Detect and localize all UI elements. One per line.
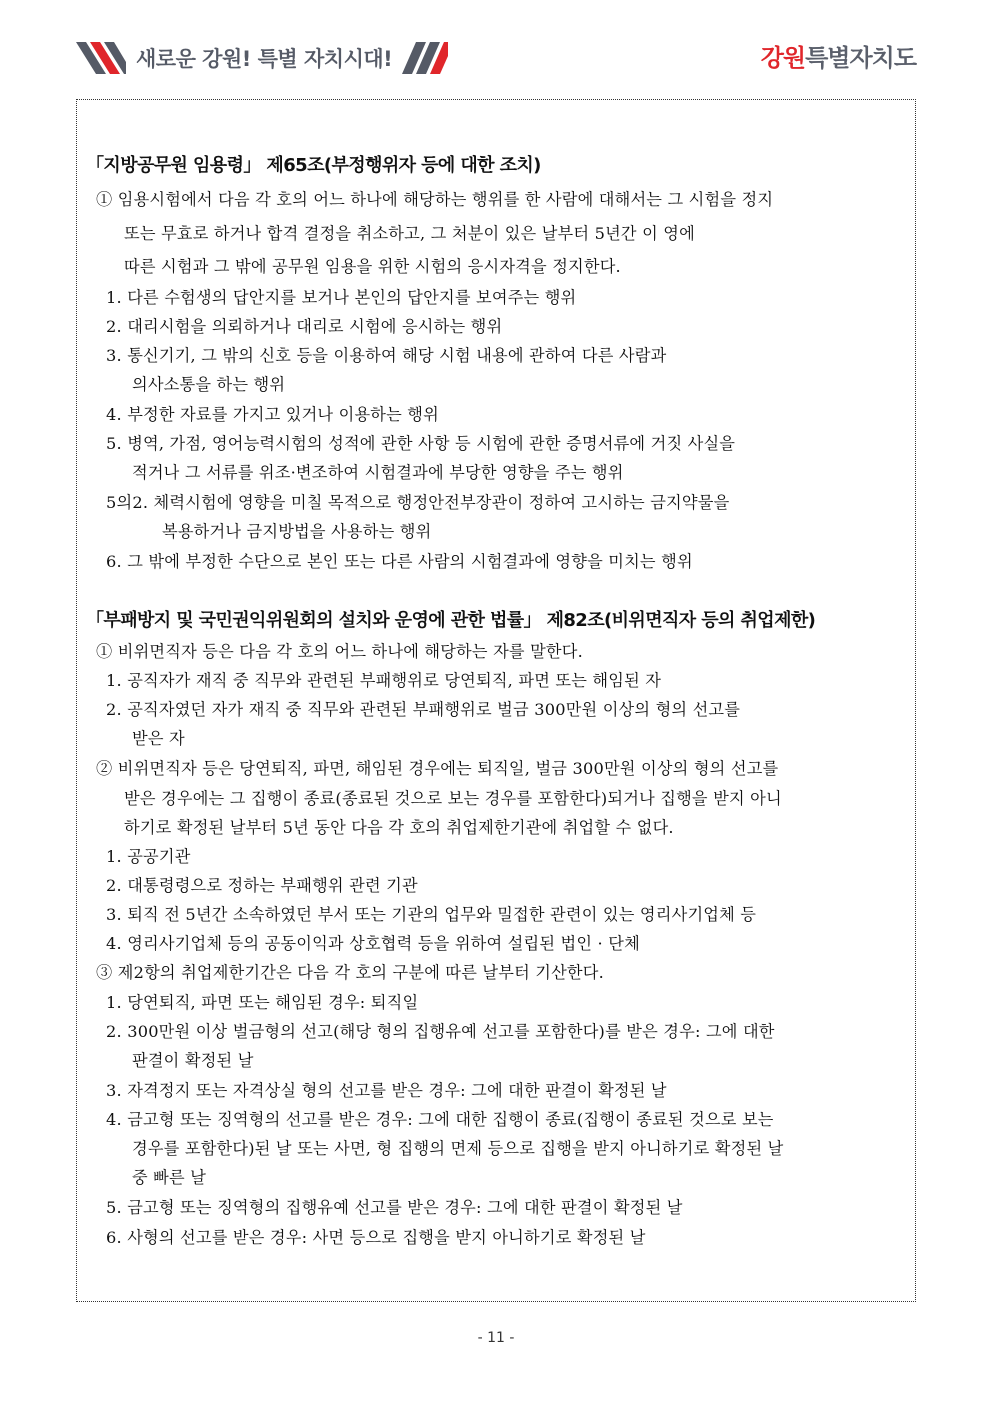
text-line: 6. 사형의 선고를 받은 경우: 사면 등으로 집행을 받지 아니하기로 확정된 날 [106, 1228, 646, 1247]
brand-name-part1: 강원 [760, 44, 806, 72]
text-line: 하기로 확정된 날부터 5년 동안 다음 각 호의 취업제한기관에 취업할 수 없다. [124, 818, 674, 837]
text-line: 1. 다른 수험생의 답안지를 보거나 본인의 답안지를 보여주는 행위 [106, 288, 577, 307]
text-line: 5. 금고형 또는 징역형의 집행유예 선고를 받은 경우: 그에 대한 판결이 확정된 날 [106, 1198, 683, 1217]
text-line: 1. 당연퇴직, 파면 또는 해임된 경우: 퇴직일 [106, 993, 419, 1012]
text-line: 받은 자 [132, 729, 185, 748]
text-line: 적거나 그 서류를 위조·변조하여 시험결과에 부당한 영향을 주는 행위 [132, 463, 624, 482]
text-line: 1. 공공기관 [106, 847, 191, 866]
text-line: 또는 무효로 하거나 합격 결정을 취소하고, 그 처분이 있은 날부터 5년간 이 영에 [124, 224, 695, 243]
text-line: 받은 경우에는 그 집행이 종료(종료된 것으로 보는 경우를 포함한다)되거나 집행을 받지 아니 [124, 789, 782, 808]
left-stripe-logo-icon [76, 42, 126, 74]
slogan-banner [76, 40, 448, 76]
text-line: 복용하거나 금지방법을 사용하는 행위 [162, 522, 432, 541]
text-line: 6. 그 밖에 부정한 수단으로 본인 또는 다른 사람의 시험결과에 영향을 미치는 행위 [106, 552, 693, 571]
text-line: 1. 공직자가 재직 중 직무와 관련된 부패행위로 당연퇴직, 파면 또는 해임된 자 [106, 671, 662, 690]
text-line: 3. 퇴직 전 5년간 소속하였던 부서 또는 기관의 업무와 밀접한 관련이 있는 영리사기업체 등 [106, 905, 757, 924]
text-line: 2. 공직자였던 자가 재직 중 직무와 관련된 부패행위로 벌금 300만원 이상의 형의 선고를 [106, 700, 741, 719]
brand-logo [761, 40, 916, 76]
text-line: ① 임용시험에서 다음 각 호의 어느 하나에 해당하는 행위를 한 사람에 대해서는 그 시험을 정지 [96, 190, 774, 209]
text-line: 2. 대리시험을 의뢰하거나 대리로 시험에 응시하는 행위 [106, 317, 503, 336]
right-stripe-logo-icon [402, 42, 448, 74]
text-line: 경우를 포함한다)된 날 또는 사면, 형 집행의 면제 등으로 집행을 받지 아니하기로 확정된 날 [132, 1139, 784, 1158]
header-slogan: 새로운 강원! 특별 자치시대! [136, 47, 393, 71]
page-number: - 11 - [477, 1330, 515, 1346]
text-line: 4. 부정한 자료를 가지고 있거나 이용하는 행위 [106, 405, 439, 424]
text-line: ③ 제2항의 취업제한기간은 다음 각 호의 구분에 따른 날부터 기산한다. [96, 963, 604, 982]
text-line: 4. 금고형 또는 징역형의 선고를 받은 경우: 그에 대한 집행이 종료(집행이 종료된 것으로 보는 [106, 1110, 774, 1129]
section-title-1: 「지방공무원 임용령」 제65조(부정행위자 등에 대한 조치) [86, 155, 541, 176]
text-line: 4. 영리사기업체 등의 공동이익과 상호협력 등을 위하여 설립된 법인 · 단체 [106, 934, 640, 953]
text-line: 3. 통신기기, 그 밖의 신호 등을 이용하여 해당 시험 내용에 관하여 다른 사람과 [106, 346, 667, 365]
text-line: ② 비위면직자 등은 당연퇴직, 파면, 해임된 경우에는 퇴직일, 벌금 300만원 이상의 형의 선고를 [96, 759, 779, 778]
text-line: 판결이 확정된 날 [132, 1051, 254, 1070]
text-line: 따른 시험과 그 밖에 공무원 임용을 위한 시험의 응시자격을 정지한다. [124, 257, 621, 276]
text-line: 2. 300만원 이상 벌금형의 선고(해당 형의 집행유예 선고를 포함한다)를 받은 경우: 그에 대한 [106, 1022, 775, 1041]
text-line: 5. 병역, 가점, 영어능력시험의 성적에 관한 사항 등 시험에 관한 증명서류에 거짓 사실을 [106, 434, 736, 453]
text-line: 중 빠른 날 [132, 1168, 207, 1187]
text-line: 3. 자격정지 또는 자격상실 형의 선고를 받은 경우: 그에 대한 판결이 확정된 날 [106, 1081, 667, 1100]
text-line: ① 비위면직자 등은 다음 각 호의 어느 하나에 해당하는 자를 말한다. [96, 642, 583, 661]
text-line: 5의2. 체력시험에 영향을 미칠 목적으로 행정안전부장관이 정하여 고시하는 금지약물을 [106, 493, 730, 512]
brand-name-part2: 특별자치도 [805, 44, 916, 72]
text-line: 의사소통을 하는 행위 [132, 375, 286, 394]
section-title-2: 「부패방지 및 국민권익위원회의 설치와 운영에 관한 법률」 제82조(비위면직자 등의 취업제한) [86, 610, 816, 631]
page-header [76, 40, 916, 80]
text-line: 2. 대통령령으로 정하는 부패행위 관련 기관 [106, 876, 418, 895]
